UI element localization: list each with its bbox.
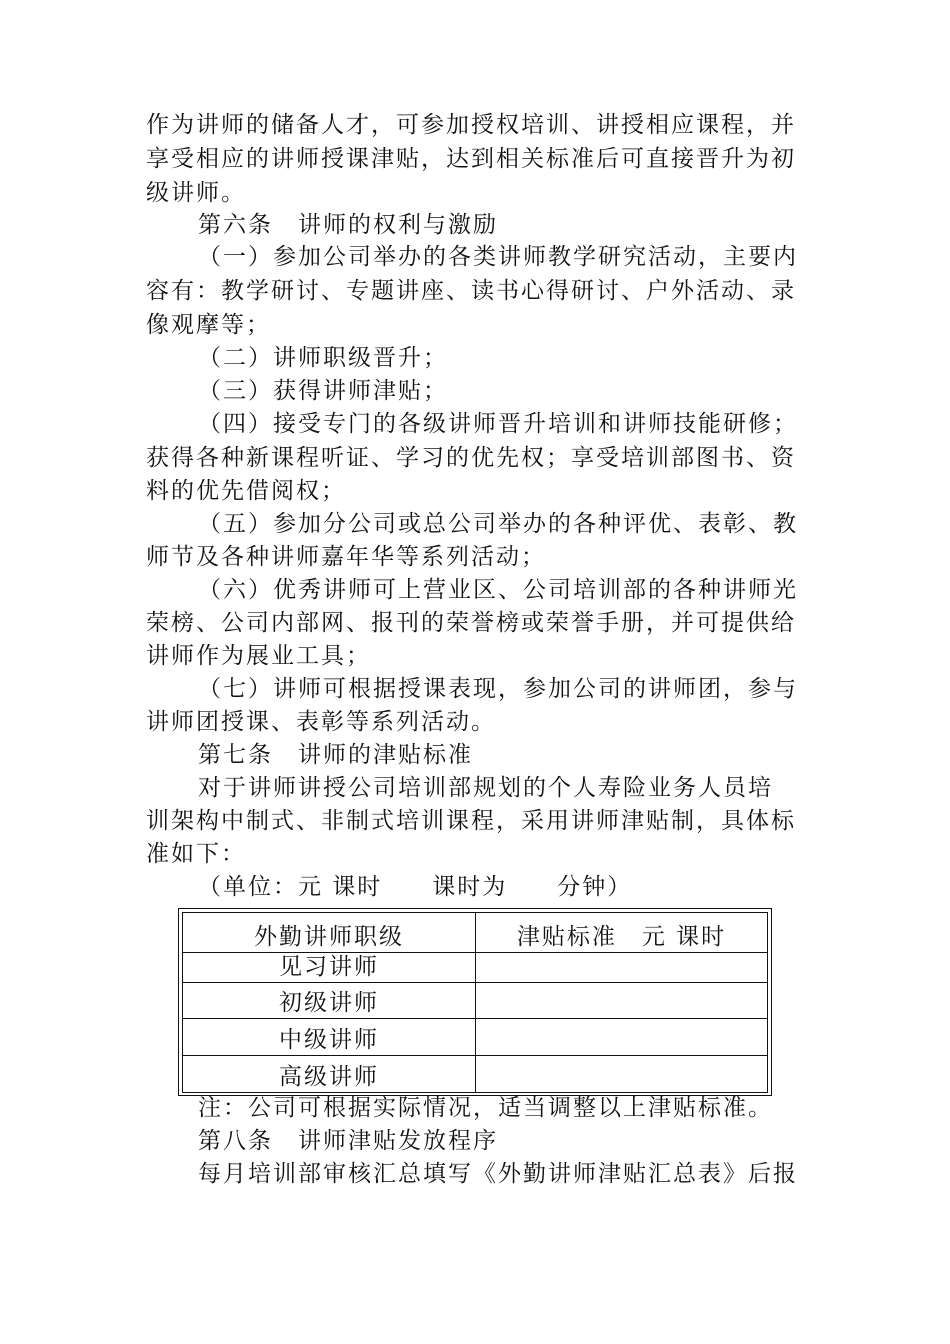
text-line: 师节及各种讲师嘉年华等系列活动； [146,544,546,570]
table-cell: 见习讲师 [183,953,476,983]
section-heading-6: 第六条 讲师的权利与激励 [198,212,498,238]
table-cell [476,953,768,983]
table-cell: 中级讲师 [183,1019,476,1056]
table-header-cell: 津贴标准 元 课时 [476,913,768,953]
allowance-table [178,908,772,1096]
text-line: （六）优秀讲师可上营业区、公司培训部的各种讲师光 [198,577,798,603]
text-line: （一）参加公司举办的各类讲师教学研究活动，主要内 [198,244,798,270]
table-cell [476,1056,768,1093]
text-line: 料的优先借阅权； [146,478,346,504]
allowance-table-grid [182,912,768,1093]
text-line: （四）接受专门的各级讲师晋升培训和讲师技能研修； [198,411,798,437]
text-line: 讲师作为展业工具； [146,643,371,669]
table-row [183,1019,768,1056]
table-cell: 初级讲师 [183,983,476,1019]
table-footnote: 注：公司可根据实际情况，适当调整以上津贴标准。 [198,1095,773,1121]
text-line: （五）参加分公司或总公司举办的各种评优、表彰、教 [198,511,798,537]
text-line: 级讲师。 [146,180,246,206]
table-cell: 高级讲师 [183,1056,476,1093]
text-line: 准如下： [146,841,246,867]
text-line: 作为讲师的储备人才，可参加授权培训、讲授相应课程，并 [146,112,796,138]
text-line: （三）获得讲师津贴； [198,378,448,404]
table-row [183,953,768,983]
text-line: 训架构中制式、非制式培训课程，采用讲师津贴制，具体标 [146,808,796,834]
table-row [183,983,768,1019]
text-line: （二）讲师职级晋升； [198,345,448,371]
section-heading-8: 第八条 讲师津贴发放程序 [198,1128,498,1154]
text-line: 对于讲师讲授公司培训部规划的个人寿险业务人员培 [198,775,773,801]
text-line: （七）讲师可根据授课表现，参加公司的讲师团，参与 [198,676,798,702]
text-line: 每月培训部审核汇总填写《外勤讲师津贴汇总表》后报 [198,1161,798,1187]
text-line: 享受相应的讲师授课津贴，达到相关标准后可直接晋升为初 [146,146,796,172]
text-line: 像观摩等； [146,312,271,338]
unit-note: （单位：元 课时 课时为 分钟） [198,874,633,900]
table-cell [476,1019,768,1056]
section-heading-7: 第七条 讲师的津贴标准 [198,742,473,768]
table-cell [476,983,768,1019]
text-line: 获得各种新课程听证、学习的优先权；享受培训部图书、资 [146,445,796,471]
table-row [183,1056,768,1093]
table-header-row [183,913,768,953]
text-line: 容有：教学研讨、专题讲座、读书心得研讨、户外活动、录 [146,278,796,304]
text-line: 荣榜、公司内部网、报刊的荣誉榜或荣誉手册，并可提供给 [146,610,796,636]
table-header-cell: 外勤讲师职级 [183,913,476,953]
text-line: 讲师团授课、表彰等系列活动。 [146,709,496,735]
